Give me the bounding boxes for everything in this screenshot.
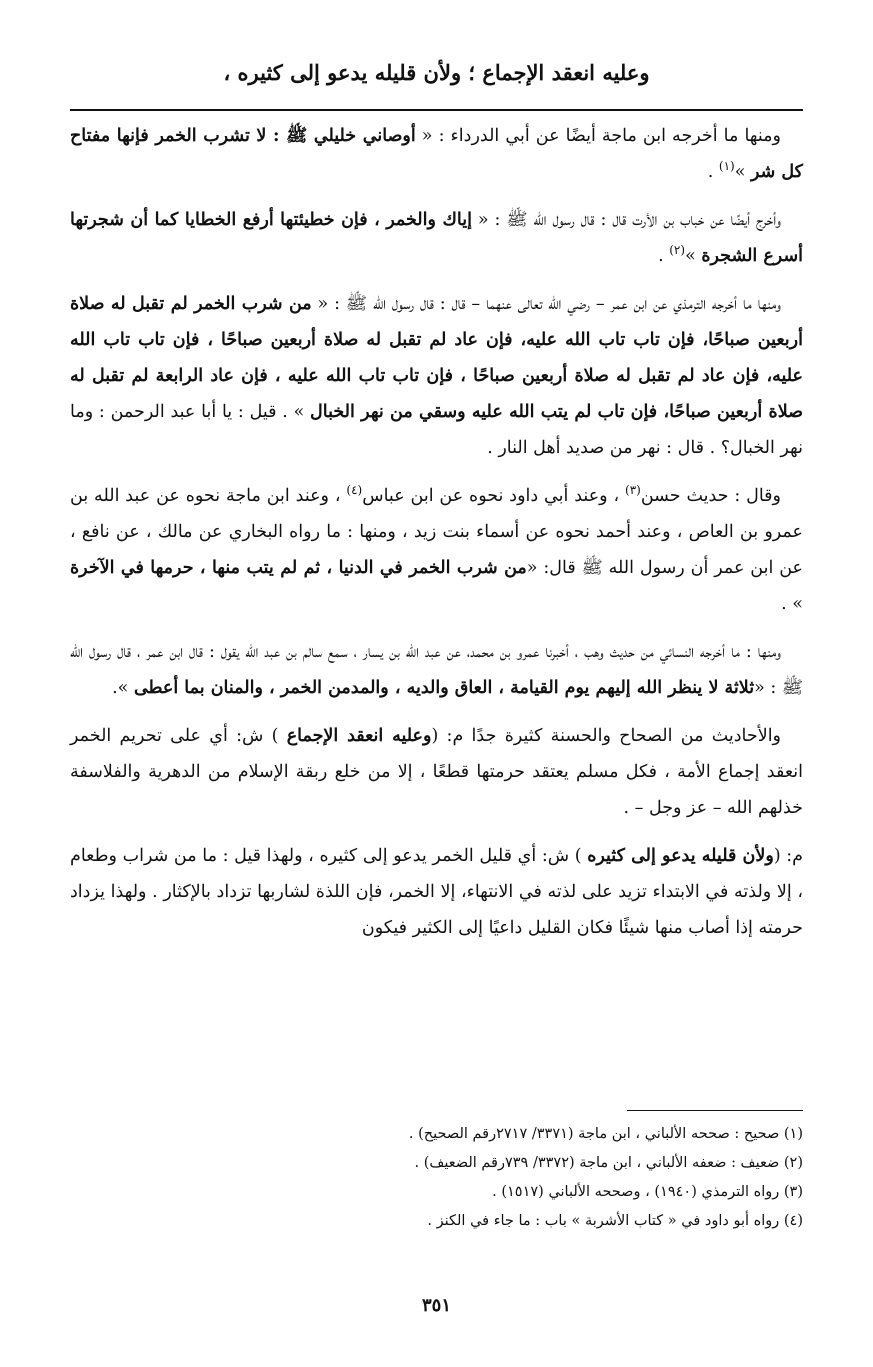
paragraph-6: والأحاديث من الصحاح والحسنة كثيرة جدًا م: (وعليه انعقد الإجماع ) ش: أي على تحريم الخمر انعقد إجماع الأمة ، فكل مسلم يعتقد حرمتها قطعًا ، إلا من خلع ربقة الإسلام من الدهرية والفلاسفة خذلهم الله – عز وجل – . bbox=[70, 726, 803, 818]
book-page bbox=[70, 0, 803, 1367]
matn-quote: ولأن قليله يدعو إلى كثيره bbox=[587, 846, 774, 866]
main-text bbox=[70, 118, 803, 958]
footnote-4: (٤) رواه أبو داود في « كتاب الأشربة » باب : ما جاء في الكنز . bbox=[427, 1213, 803, 1229]
hadith-text: ثلاثة لا ينظر الله إليهم يوم القيامة ، العاق والديه ، والمدمن الخمر ، والمنان بما أعطى bbox=[133, 678, 755, 698]
hadith-text: أوصاني خليلي ﷺ : لا تشرب الخمر فإنها مفتاح كل شر bbox=[70, 126, 803, 182]
paragraph-5: ومنها : ما أخرجه النسائي من حديث وهب ، أخبرنا عمرو بن محمد، عن عبد الله بن يسار ، سمع سالم بن عبد الله يقول : قال ابن عمر ، قال رسول الله ﷺ : «ثلاثة لا ينظر الله إليهم يوم القيامة ، العاق والديه ، والمدمن الخمر ، والمنان بما أعطى ». bbox=[70, 642, 803, 698]
matn-quote: وعليه انعقد الإجماع bbox=[286, 726, 432, 746]
hadith-text: من شرب الخمر في الدنيا ، ثم لم يتب منها ، حرمها في الآخرة bbox=[70, 558, 527, 578]
footnote-ref-1: (١) bbox=[718, 159, 735, 174]
paragraph-1: ومنها ما أخرجه ابن ماجة أيضًا عن أبي الدرداء : « أوصاني خليلي ﷺ : لا تشرب الخمر فإنها مفتاح كل شر »$^{(١)}$ . bbox=[70, 126, 803, 182]
footnote-2: (٢) ضعيف : ضعفه الألباني ، ابن ماجة (٣٣٧٢/ ٧٣٩رقم الضعيف) . bbox=[414, 1155, 803, 1171]
header-rule bbox=[70, 109, 803, 111]
footnote-1: (١) صحيح : صححه الألباني ، ابن ماجة (٣٣٧١/ ٢٧١٧رقم الصحيح) . bbox=[408, 1126, 803, 1142]
paragraph-3: ومنها ما أخرجه الترمذي عن ابن عمر – رضي الله تعالى عنهما – قال : قال رسول الله ﷺ : « من شرب الخمر لم تقبل له صلاة أربعين صباحًا، فإن تاب تاب الله عليه، فإن عاد لم تقبل له صلاة أربعين صباحًا ، فإن تاب تاب الله عليه، فإن عاد لم تقبل له صلاة أربعين صباحًا ، فإن تاب تاب الله عليه ، فإن عاد الرابعة لم تقبل له صلاة أربعين صباحًا، فإن تاب لم يتب الله عليه وسقي من نهر الخبال » . قيل : يا أبا عبد الرحمن : وما نهر الخبال؟ . قال : نهر من صديد أهل النار . bbox=[70, 294, 804, 458]
running-header: وعليه انعقد الإجماع ؛ ولأن قليله يدعو إلى كثيره ، bbox=[223, 60, 650, 85]
hadith-text: من شرب الخمر لم تقبل له صلاة أربعين صباحًا، فإن تاب تاب الله عليه، فإن عاد لم تقبل له صلاة أربعين صباحًا ، فإن تاب تاب الله عليه، فإن عاد لم تقبل له صلاة أربعين صباحًا ، فإن تاب تاب الله عليه ، فإن عاد الرابعة لم تقبل له صلاة أربعين صباحًا، فإن تاب لم يتب الله عليه وسقي من نهر الخبال bbox=[70, 294, 804, 422]
footnote-rule bbox=[627, 1110, 803, 1111]
paragraph-2: وأخرج أيضًا عن خباب بن الأرت قال : قال رسول الله ﷺ : « إياك والخمر ، فإن خطيئتها أرفع الخطايا كما أن شجرتها أسرع الشجرة »$^{(٢)}$ . bbox=[70, 210, 803, 266]
footnote-3: (٣) رواه الترمذي (١٩٤٠) ، وصححه الألباني (١٥١٧) . bbox=[492, 1184, 803, 1200]
hadith-text: إياك والخمر ، فإن خطيئتها أرفع الخطايا كما أن شجرتها أسرع الشجرة bbox=[70, 210, 803, 266]
footnote-ref-3: (٣) bbox=[625, 483, 641, 498]
paragraph-4: وقال : حديث حسن$^{(٣)}$ ، وعند أبي داود نحوه عن ابن عباس$^{(٤)}$ ، وعند ابن ماجة نحوه عن عبد الله بن عمرو بن العاص ، وعند أحمد نحوه عن أسماء بنت زيد ، ومنها : ما رواه البخاري عن مالك ، عن نافع ، عن ابن عمر أن رسول الله ﷺ قال: «من شرب الخمر في الدنيا ، ثم لم يتب منها ، حرمها في الآخرة » . bbox=[70, 483, 803, 614]
footnote-ref-2: (٢) bbox=[669, 243, 686, 258]
paragraph-7: م: (ولأن قليله يدعو إلى كثيره ) ش: أي قليل الخمر يدعو إلى كثيره ، ولهذا قيل : ما من شراب وطعام ، إلا ولذته في الابتداء تزيد على لذته في الانتهاء، إلا الخمر، فإن اللذة لشاربها تزداد بالإكثار . ولهذا يزداد حرمته إذا أصاب منها شيئًا فكان القليل داعيًا إلى الكثير فيكون bbox=[70, 846, 804, 938]
footnotes bbox=[70, 1120, 803, 1236]
footnote-ref-4: (٤) bbox=[346, 483, 363, 498]
page-number: ٣٥١ bbox=[421, 1295, 451, 1316]
